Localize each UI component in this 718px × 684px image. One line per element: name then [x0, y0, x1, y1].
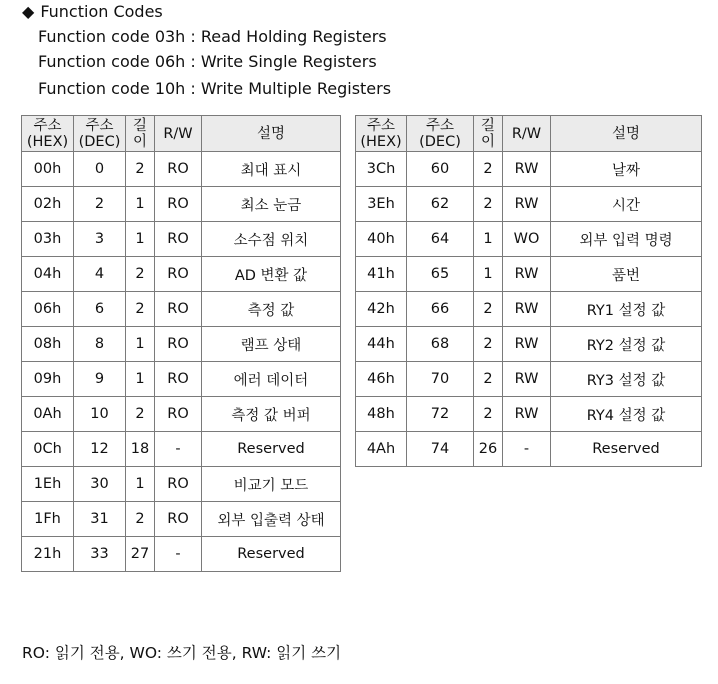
cell-address-hex: 0Ch [22, 432, 74, 467]
cell-rw: RO [155, 397, 202, 432]
cell-rw: RW [503, 292, 551, 327]
cell-rw: RO [155, 187, 202, 222]
cell-length: 2 [126, 397, 155, 432]
cell-address-hex: 0Ah [22, 397, 74, 432]
cell-description: RY1 설정 값 [551, 292, 702, 327]
cell-length: 1 [474, 257, 503, 292]
cell-address-dec: 10 [74, 397, 126, 432]
cell-length: 26 [474, 432, 503, 467]
cell-address-hex: 08h [22, 327, 74, 362]
cell-address-hex: 04h [22, 257, 74, 292]
cell-address-hex: 09h [22, 362, 74, 397]
cell-rw: RW [503, 327, 551, 362]
cell-description: 시간 [551, 187, 702, 222]
cell-address-hex: 3Ch [356, 152, 407, 187]
header-length: 길 이 [474, 116, 503, 152]
cell-length: 2 [126, 257, 155, 292]
cell-address-dec: 9 [74, 362, 126, 397]
cell-length: 1 [126, 327, 155, 362]
cell-address-dec: 60 [407, 152, 474, 187]
cell-address-dec: 62 [407, 187, 474, 222]
cell-rw: RW [503, 187, 551, 222]
cell-description: 측정 값 [202, 292, 341, 327]
cell-description: 비교기 모드 [202, 467, 341, 502]
cell-description: Reserved [202, 432, 341, 467]
table-row [22, 397, 341, 432]
register-table-right [355, 115, 702, 467]
cell-rw: RW [503, 257, 551, 292]
cell-length: 2 [474, 362, 503, 397]
cell-address-dec: 31 [74, 502, 126, 537]
cell-address-dec: 3 [74, 222, 126, 257]
section-title: Function Codes [40, 2, 163, 21]
table-row [22, 222, 341, 257]
table-row [356, 362, 702, 397]
function-code-03: Function code 03h : Read Holding Registers [38, 27, 387, 46]
cell-address-dec: 33 [74, 537, 126, 572]
cell-length: 1 [126, 362, 155, 397]
header-rw: R/W [503, 116, 551, 152]
cell-description: 품번 [551, 257, 702, 292]
table-row [356, 397, 702, 432]
table-row [356, 152, 702, 187]
header-address-dec: 주소 (DEC) [74, 116, 126, 152]
function-code-10: Function code 10h : Write Multiple Registers [38, 79, 392, 98]
cell-rw: RW [503, 362, 551, 397]
cell-length: 2 [126, 502, 155, 537]
cell-address-dec: 30 [74, 467, 126, 502]
table-row [22, 187, 341, 222]
cell-description: RY2 설정 값 [551, 327, 702, 362]
header-description: 설명 [202, 116, 341, 152]
cell-rw: RW [503, 397, 551, 432]
function-code-06: Function code 06h : Write Single Registers [38, 52, 377, 71]
access-legend: RO: 읽기 전용, WO: 쓰기 전용, RW: 읽기 쓰기 [22, 644, 342, 662]
cell-length: 2 [474, 292, 503, 327]
cell-address-hex: 42h [356, 292, 407, 327]
table-row [22, 432, 341, 467]
cell-description: Reserved [551, 432, 702, 467]
table-row [356, 432, 702, 467]
cell-address-hex: 44h [356, 327, 407, 362]
cell-length: 1 [126, 467, 155, 502]
table-row [356, 257, 702, 292]
table-row [22, 467, 341, 502]
table-row [356, 327, 702, 362]
cell-address-dec: 72 [407, 397, 474, 432]
cell-rw: RO [155, 467, 202, 502]
cell-address-dec: 12 [74, 432, 126, 467]
table-row [22, 537, 341, 572]
cell-rw: WO [503, 222, 551, 257]
cell-length: 1 [126, 187, 155, 222]
table-row [22, 292, 341, 327]
cell-description: AD 변환 값 [202, 257, 341, 292]
cell-description: 외부 입력 명령 [551, 222, 702, 257]
table-row [22, 152, 341, 187]
cell-address-dec: 70 [407, 362, 474, 397]
table-row [356, 292, 702, 327]
cell-description: 최대 표시 [202, 152, 341, 187]
cell-description: 측정 값 버퍼 [202, 397, 341, 432]
cell-length: 2 [474, 397, 503, 432]
cell-address-hex: 3Eh [356, 187, 407, 222]
cell-description: Reserved [202, 537, 341, 572]
cell-address-dec: 66 [407, 292, 474, 327]
diamond-bullet-icon: ◆ [22, 2, 35, 21]
cell-address-hex: 1Fh [22, 502, 74, 537]
cell-address-hex: 48h [356, 397, 407, 432]
cell-address-dec: 74 [407, 432, 474, 467]
cell-rw: RO [155, 327, 202, 362]
cell-length: 1 [474, 222, 503, 257]
header-description: 설명 [551, 116, 702, 152]
cell-length: 27 [126, 537, 155, 572]
cell-rw: RO [155, 257, 202, 292]
table-row [22, 327, 341, 362]
cell-address-hex: 00h [22, 152, 74, 187]
section-heading [22, 2, 163, 21]
header-address-hex: 주소 (HEX) [356, 116, 407, 152]
cell-address-hex: 41h [356, 257, 407, 292]
cell-address-dec: 64 [407, 222, 474, 257]
cell-length: 2 [126, 152, 155, 187]
cell-address-hex: 40h [356, 222, 407, 257]
cell-address-dec: 68 [407, 327, 474, 362]
cell-length: 18 [126, 432, 155, 467]
cell-rw: - [155, 537, 202, 572]
cell-address-hex: 02h [22, 187, 74, 222]
table-row [22, 362, 341, 397]
cell-length: 2 [126, 292, 155, 327]
cell-address-hex: 03h [22, 222, 74, 257]
cell-address-dec: 6 [74, 292, 126, 327]
cell-description: 외부 입출력 상태 [202, 502, 341, 537]
cell-address-hex: 46h [356, 362, 407, 397]
table-header-row [22, 116, 341, 152]
cell-rw: - [155, 432, 202, 467]
cell-rw: RO [155, 222, 202, 257]
cell-description: 날짜 [551, 152, 702, 187]
cell-length: 2 [474, 327, 503, 362]
cell-rw: RO [155, 502, 202, 537]
cell-description: RY3 설정 값 [551, 362, 702, 397]
cell-address-dec: 8 [74, 327, 126, 362]
cell-description: 소수점 위치 [202, 222, 341, 257]
cell-address-hex: 1Eh [22, 467, 74, 502]
cell-rw: RO [155, 292, 202, 327]
cell-description: 램프 상태 [202, 327, 341, 362]
cell-rw: RO [155, 362, 202, 397]
cell-description: 최소 눈금 [202, 187, 341, 222]
cell-description: RY4 설정 값 [551, 397, 702, 432]
cell-length: 2 [474, 152, 503, 187]
cell-address-hex: 06h [22, 292, 74, 327]
cell-address-hex: 21h [22, 537, 74, 572]
table-row [22, 257, 341, 292]
cell-address-dec: 2 [74, 187, 126, 222]
header-address-dec: 주소 (DEC) [407, 116, 474, 152]
table-row [22, 502, 341, 537]
register-table-left [21, 115, 341, 572]
header-rw: R/W [155, 116, 202, 152]
cell-rw: RW [503, 152, 551, 187]
cell-address-dec: 65 [407, 257, 474, 292]
table-header-row [356, 116, 702, 152]
cell-address-dec: 4 [74, 257, 126, 292]
cell-length: 1 [126, 222, 155, 257]
table-row [356, 222, 702, 257]
cell-rw: - [503, 432, 551, 467]
header-address-hex: 주소 (HEX) [22, 116, 74, 152]
cell-length: 2 [474, 187, 503, 222]
cell-address-hex: 4Ah [356, 432, 407, 467]
header-length: 길 이 [126, 116, 155, 152]
table-row [356, 187, 702, 222]
cell-address-dec: 0 [74, 152, 126, 187]
cell-rw: RO [155, 152, 202, 187]
cell-description: 에러 데이터 [202, 362, 341, 397]
